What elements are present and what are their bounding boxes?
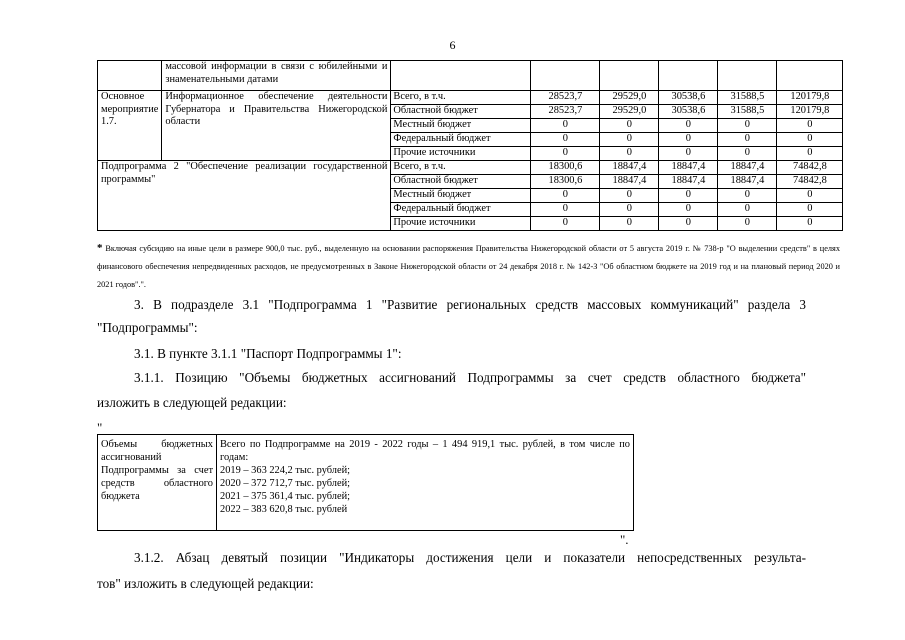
- value-cell: 31588,5: [718, 91, 777, 105]
- value-cell: 0: [600, 133, 659, 147]
- funding-source-cell: Местный бюджет: [391, 119, 531, 133]
- value-cell: 29529,0: [600, 105, 659, 119]
- value-cell: 0: [777, 147, 843, 161]
- value-cell: 0: [531, 189, 600, 203]
- passport-year-2021: 2021 – 375 361,4 тыс. рублей;: [220, 491, 351, 502]
- measure-label-cell: Основное мероприятие 1.7.: [98, 91, 162, 161]
- table-cell: [600, 61, 659, 91]
- table-cell: [391, 61, 531, 91]
- funding-source-cell: Местный бюджет: [391, 189, 531, 203]
- passport-total: Всего по Подпрограмме на 2019 - 2022 годы – 1 494 919,1 тыс. рублей, в том числе по годам:: [220, 439, 630, 463]
- value-cell: 18847,4: [718, 161, 777, 175]
- value-cell: 0: [600, 119, 659, 133]
- value-cell: 0: [659, 147, 718, 161]
- funding-source-cell: Областной бюджет: [391, 175, 531, 189]
- page-number: 6: [449, 38, 456, 52]
- value-cell: 0: [659, 133, 718, 147]
- value-cell: 0: [777, 133, 843, 147]
- value-cell: 0: [718, 133, 777, 147]
- value-cell: 0: [531, 133, 600, 147]
- value-cell: 0: [659, 203, 718, 217]
- value-cell: 18847,4: [600, 161, 659, 175]
- value-cell: 18300,6: [531, 175, 600, 189]
- value-cell: 0: [600, 203, 659, 217]
- value-cell: 0: [600, 217, 659, 231]
- paragraph-3-line2: "Подпрограммы":: [97, 320, 198, 335]
- footnote-text: Включая субсидию на иные цели в размере 900,0 тыс. руб., выделенную на основании распоряжения Правительства Нижегородской области от 5 августа 2019 г. № 738-р "О выделении средств" в целях финансового обеспечения непредвиденных расходов, не предусмотренных в Законе Нижегородской области от 24 декабря 2018 г. № 142-З "Об областном бюджете на 2019 год и на плановый период 2020 и 2021 годов".".: [97, 244, 840, 289]
- value-cell: 0: [659, 119, 718, 133]
- value-cell: 0: [531, 203, 600, 217]
- paragraph-3-line1: 3. В подразделе 3.1 "Подпрограмма 1 "Развитие региональных средств массовых коммуникаций" раздела 3: [134, 297, 806, 312]
- paragraph-3-1-1-line2: изложить в следующей редакции:: [97, 395, 287, 410]
- value-cell: 0: [718, 203, 777, 217]
- value-cell: 0: [718, 189, 777, 203]
- budget-table: [97, 60, 843, 231]
- value-cell: 74842,8: [777, 175, 843, 189]
- value-cell: 18847,4: [659, 161, 718, 175]
- value-cell: 30538,6: [659, 91, 718, 105]
- value-cell: 0: [531, 217, 600, 231]
- passport-position-label: Объемы бюджетных ассигнований Подпрограммы за счет средств областного бюджета: [98, 435, 217, 531]
- table-cell: [659, 61, 718, 91]
- closing-quote: ".: [620, 532, 629, 547]
- footnote-star: *: [97, 242, 103, 254]
- footnote: [97, 239, 840, 294]
- value-cell: 0: [718, 147, 777, 161]
- value-cell: 0: [777, 217, 843, 231]
- value-cell: 18300,6: [531, 161, 600, 175]
- paragraph-3-1-2-line2: тов" изложить в следующей редакции:: [97, 576, 314, 591]
- value-cell: 31588,5: [718, 105, 777, 119]
- value-cell: 0: [531, 147, 600, 161]
- value-cell: 0: [600, 189, 659, 203]
- passport-year-2022: 2022 – 383 620,8 тыс. рублей: [220, 504, 348, 515]
- value-cell: 29529,0: [600, 91, 659, 105]
- funding-source-cell: Федеральный бюджет: [391, 203, 531, 217]
- value-cell: 120179,8: [777, 105, 843, 119]
- value-cell: 0: [659, 217, 718, 231]
- opening-quote: ": [97, 420, 103, 435]
- subprogram-label-cell: Подпрограмма 2 "Обеспечение реализации государственной программы": [98, 161, 391, 231]
- funding-source-cell: Прочие источники: [391, 217, 531, 231]
- funding-source-cell: Федеральный бюджет: [391, 133, 531, 147]
- table-cell: [531, 61, 600, 91]
- paragraph-3-1-2-line1: 3.1.2. Абзац девятый позиции "Индикаторы достижения цели и показатели непосредственных результа-: [134, 550, 806, 565]
- value-cell: 74842,8: [777, 161, 843, 175]
- paragraph-3-1-1-line1: 3.1.1. Позицию "Объемы бюджетных ассигнований Подпрограммы за счет средств областного бюджета": [134, 370, 806, 385]
- value-cell: 0: [777, 119, 843, 133]
- value-cell: 18847,4: [659, 175, 718, 189]
- value-cell: 0: [659, 189, 718, 203]
- passport-position-value: [217, 435, 634, 531]
- passport-year-2020: 2020 – 372 712,7 тыс. рублей;: [220, 478, 351, 489]
- funding-source-cell: Всего, в т.ч.: [391, 91, 531, 105]
- value-cell: 18847,4: [718, 175, 777, 189]
- funding-source-cell: Прочие источники: [391, 147, 531, 161]
- passport-year-2019: 2019 – 363 224,2 тыс. рублей;: [220, 465, 351, 476]
- funding-source-cell: Всего, в т.ч.: [391, 161, 531, 175]
- table-row: [98, 161, 843, 175]
- funding-source-cell: Областной бюджет: [391, 105, 531, 119]
- value-cell: 28523,7: [531, 91, 600, 105]
- value-cell: 0: [777, 203, 843, 217]
- paragraph-3-1: 3.1. В пункте 3.1.1 "Паспорт Подпрограммы 1":: [134, 346, 402, 361]
- measure-description-cell: Информационное обеспечение деятельности Губернатора и Правительства Нижегородской области: [162, 91, 391, 161]
- value-cell: 0: [718, 119, 777, 133]
- table-row: [98, 435, 634, 531]
- value-cell: 18847,4: [600, 175, 659, 189]
- table-row: [98, 91, 843, 105]
- value-cell: 0: [600, 147, 659, 161]
- value-cell: 0: [777, 189, 843, 203]
- passport-table: [97, 434, 634, 531]
- value-cell: 0: [531, 119, 600, 133]
- value-cell: 28523,7: [531, 105, 600, 119]
- value-cell: 0: [718, 217, 777, 231]
- table-cell: [98, 61, 162, 91]
- value-cell: 120179,8: [777, 91, 843, 105]
- table-cell: [718, 61, 777, 91]
- table-cell: [777, 61, 843, 91]
- value-cell: 30538,6: [659, 105, 718, 119]
- table-row: [98, 61, 843, 91]
- event-description-cell: массовой информации в связи с юбилейными и знаменательными датами: [162, 61, 391, 91]
